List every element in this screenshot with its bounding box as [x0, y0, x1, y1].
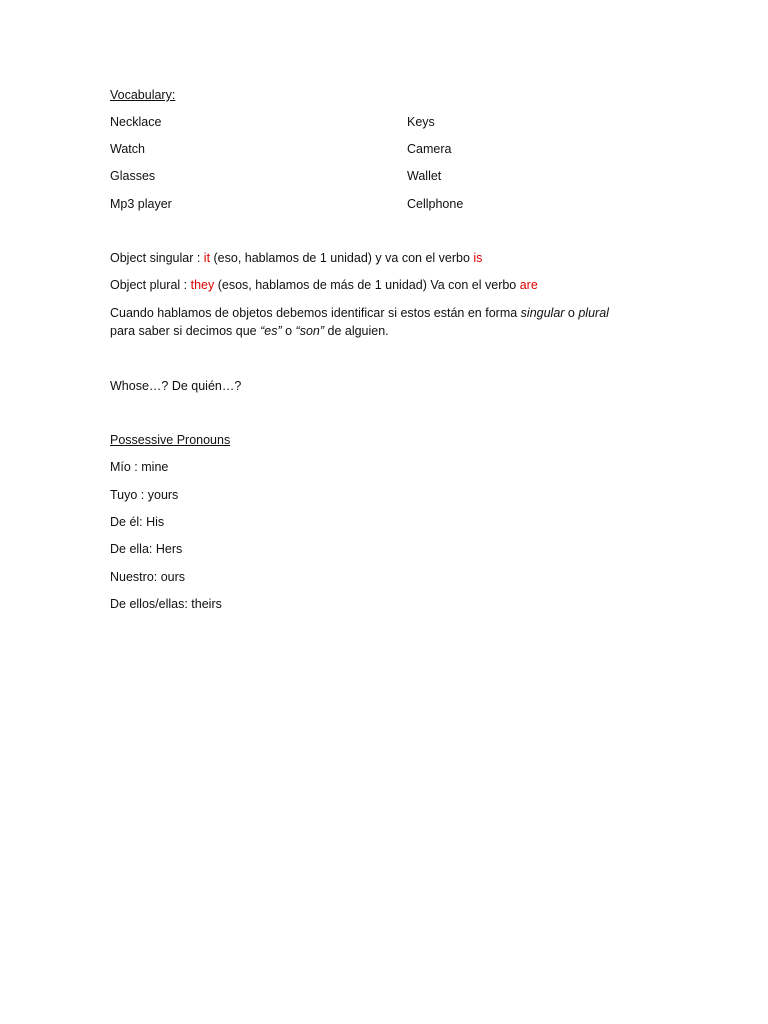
- vocabulary-heading: Vocabulary:: [110, 88, 176, 102]
- possessive-item: Tuyo : yours: [110, 488, 179, 502]
- explanation-text-1a: Cuando hablamos de objetos debemos identificar si estos están en forma: [110, 306, 521, 320]
- plural-middle: (esos, hablamos de más de 1 unidad) Va con el verbo: [214, 278, 520, 292]
- plural-verb: are: [519, 278, 538, 292]
- possessive-item: De ella: Hers: [110, 542, 183, 556]
- explanation-line-2: [110, 323, 389, 339]
- vocab-item-right-3: Wallet: [407, 169, 442, 183]
- explanation-singular: singular: [520, 306, 565, 320]
- singular-rule: [110, 250, 482, 266]
- plural-rule: [110, 277, 538, 293]
- vocab-item-right-2: Camera: [407, 142, 452, 156]
- explanation-son: “son”: [295, 324, 325, 338]
- singular-pronoun: it: [203, 251, 211, 265]
- vocab-item-left-3: Glasses: [110, 169, 156, 183]
- explanation-line-1: [110, 305, 609, 321]
- explanation-o-1: o: [564, 306, 579, 320]
- explanation-text-2b: de alguien.: [324, 324, 389, 338]
- singular-prefix: Object singular :: [110, 251, 204, 265]
- possessive-item: Nuestro: ours: [110, 570, 186, 584]
- singular-verb: is: [473, 251, 483, 265]
- possessive-heading: Possessive Pronouns: [110, 433, 231, 447]
- vocab-item-right-4: Cellphone: [407, 197, 464, 211]
- vocab-item-left-4: Mp3 player: [110, 197, 172, 211]
- vocab-item-right-1: Keys: [407, 115, 435, 129]
- plural-pronoun: they: [190, 278, 215, 292]
- vocab-item-left-2: Watch: [110, 142, 145, 156]
- possessive-item: De él: His: [110, 515, 165, 529]
- possessive-item: De ellos/ellas: theirs: [110, 597, 222, 611]
- explanation-text-2a: para saber si decimos que: [110, 324, 261, 338]
- singular-middle: (eso, hablamos de 1 unidad) y va con el verbo: [210, 251, 474, 265]
- explanation-plural: plural: [578, 306, 609, 320]
- plural-prefix: Object plural :: [110, 278, 191, 292]
- whose-line: Whose…? De quién…?: [110, 379, 242, 393]
- explanation-es: “es”: [260, 324, 282, 338]
- vocab-item-left-1: Necklace: [110, 115, 162, 129]
- possessive-item: Mío : mine: [110, 460, 169, 474]
- explanation-o-2: o: [281, 324, 296, 338]
